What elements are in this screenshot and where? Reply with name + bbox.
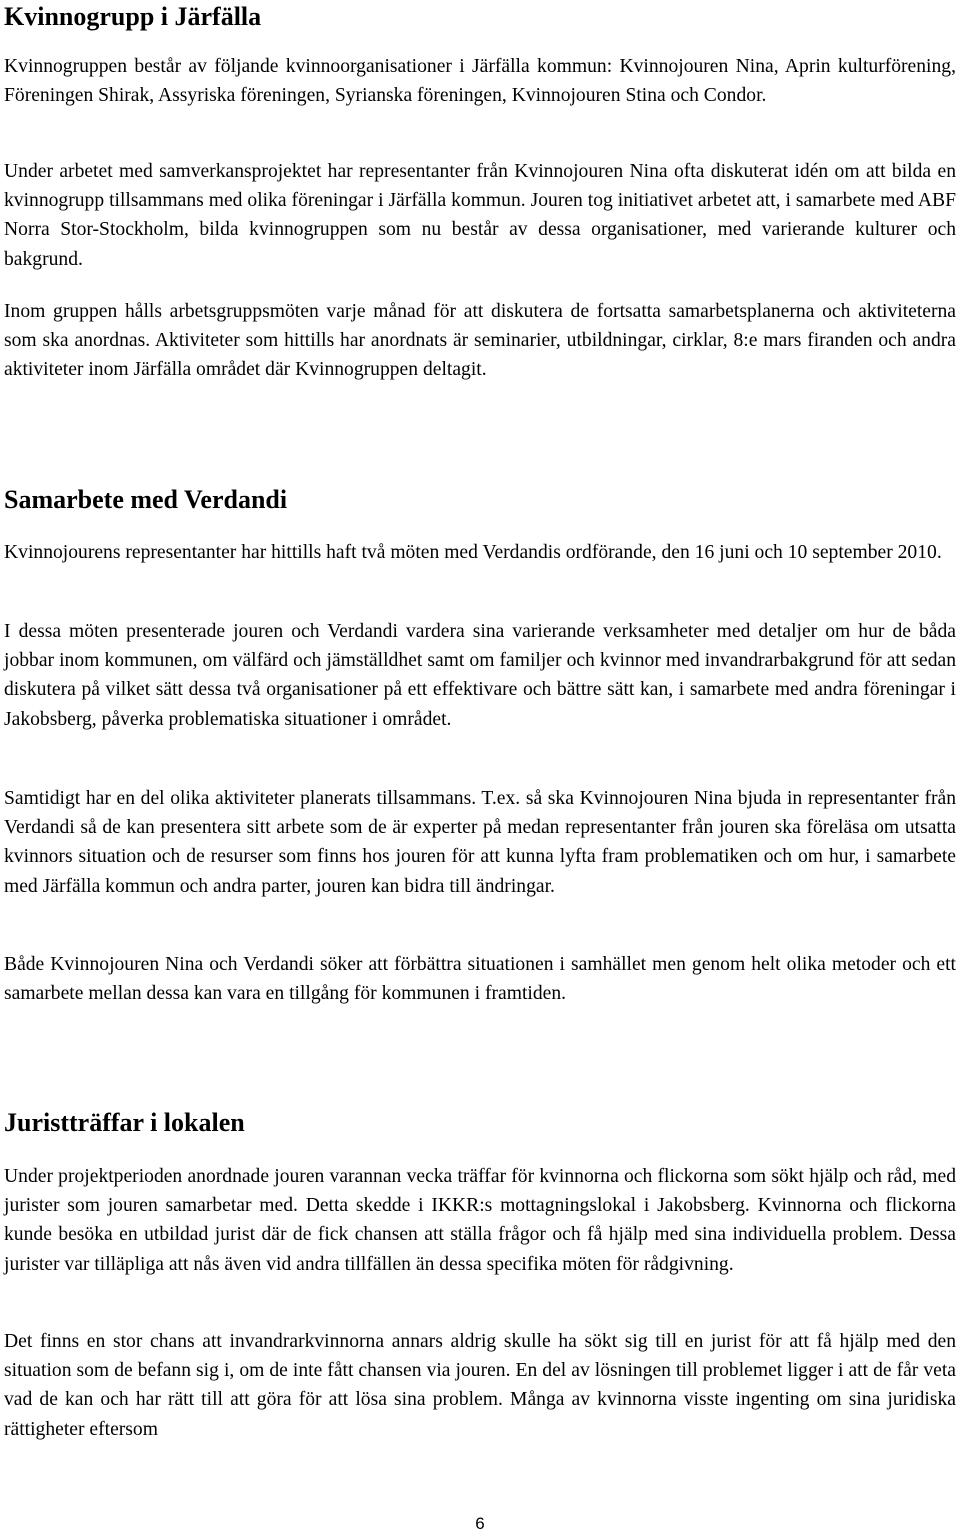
paragraph: Kvinnojourens representanter har hittills haft två möten med Verdandis ordförande, den 16 juni och 10 september 2010. — [4, 542, 942, 563]
section-heading-kvinnogrupp: Kvinnogrupp i Järfälla — [4, 2, 262, 31]
paragraph: Det finns en stor chans att invandrarkvinnorna annars aldrig skulle ha sökt sig till en jurist för att få hjälp med den situation som de befann sig i, om de inte fått chansen via jouren. En del av lösningen till problemet ligger i att de får veta vad de kan och har rätt till att göra för att lösa sina problem. Många av kvinnorna visste ingenting om sina juridiska rättigheter eftersom — [4, 1331, 956, 1440]
paragraph: Kvinnogruppen består av följande kvinnoorganisationer i Järfälla kommun: Kvinnojouren Nina, Aprin kulturförening, Föreningen Shirak, Assyriska föreningen, Syrianska föreningen, Kvinnojouren Stina och Condor. — [4, 56, 956, 107]
paragraph: Samtidigt har en del olika aktiviteter planerats tillsammans. T.ex. så ska Kvinnojouren Nina bjuda in representanter från Verdandi så de kan presentera sitt arbete som de är experter på medan representanter från jouren ska föreläsa om utsatta kvinnors situation och de resurser som finns hos jouren för att kunna lyfta fram problematiken och om hur, i samarbete med Järfälla kommun och andra parter, jouren kan bidra till ändringar. — [4, 788, 956, 897]
paragraph: I dessa möten presenterade jouren och Verdandi vardera sina varierande verksamheter med detaljer om hur de båda jobbar inom kommunen, om välfärd och jämställdhet samt om familjer och kvinnor med invandrarbakgrund för att sedan diskutera på vilket sätt dessa två organisationer på ett effektivare och bättre sätt kan, i samarbete med andra föreningar i Jakobsberg, påverka problematiska situationer i området. — [4, 621, 956, 730]
section-heading-verdandi: Samarbete med Verdandi — [4, 485, 288, 514]
paragraph: Både Kvinnojouren Nina och Verdandi söker att förbättra situationen i samhället men genom helt olika metoder och ett samarbete mellan dessa kan vara en tillgång för kommunen i framtiden. — [4, 954, 956, 1005]
paragraph: Under projektperioden anordnade jouren varannan vecka träffar för kvinnorna och flickorna som sökt hjälp och råd, med jurister som jouren samarbetar med. Detta skedde i IKKR:s mottagningslokal i Jakobsberg. Kvinnorna och flickorna kunde besöka en utbildad jurist där de fick chansen att ställa frågor och få hjälp med sina individuella problem. Dessa jurister var tilläpliga att nås även vid andra tillfällen än dessa specifika möten för rådgivning. — [4, 1166, 956, 1275]
page-number: 6 — [475, 1514, 485, 1533]
paragraph: Inom gruppen hålls arbetsgruppsmöten varje månad för att diskutera de fortsatta samarbetsplanerna och aktiviteterna som ska anordnas. Aktiviteter som hittills har anordnats är seminarier, utbildningar, cirklar, 8:e mars firanden och andra aktiviteter inom Järfälla området där Kvinnogruppen deltagit. — [4, 301, 956, 381]
paragraph: Under arbetet med samverkansprojektet har representanter från Kvinnojouren Nina ofta diskuterat idén om att bilda en kvinnogrupp tillsammans med olika föreningar i Järfälla kommun. Jouren tog initiativet arbetet att, i samarbete med ABF Norra Stor-Stockholm, bilda kvinnogruppen som nu består av dessa organisationer, med varierande kulturer och bakgrund. — [4, 161, 956, 270]
section-heading-juristtraffar: Juristträffar i lokalen — [4, 1108, 245, 1137]
